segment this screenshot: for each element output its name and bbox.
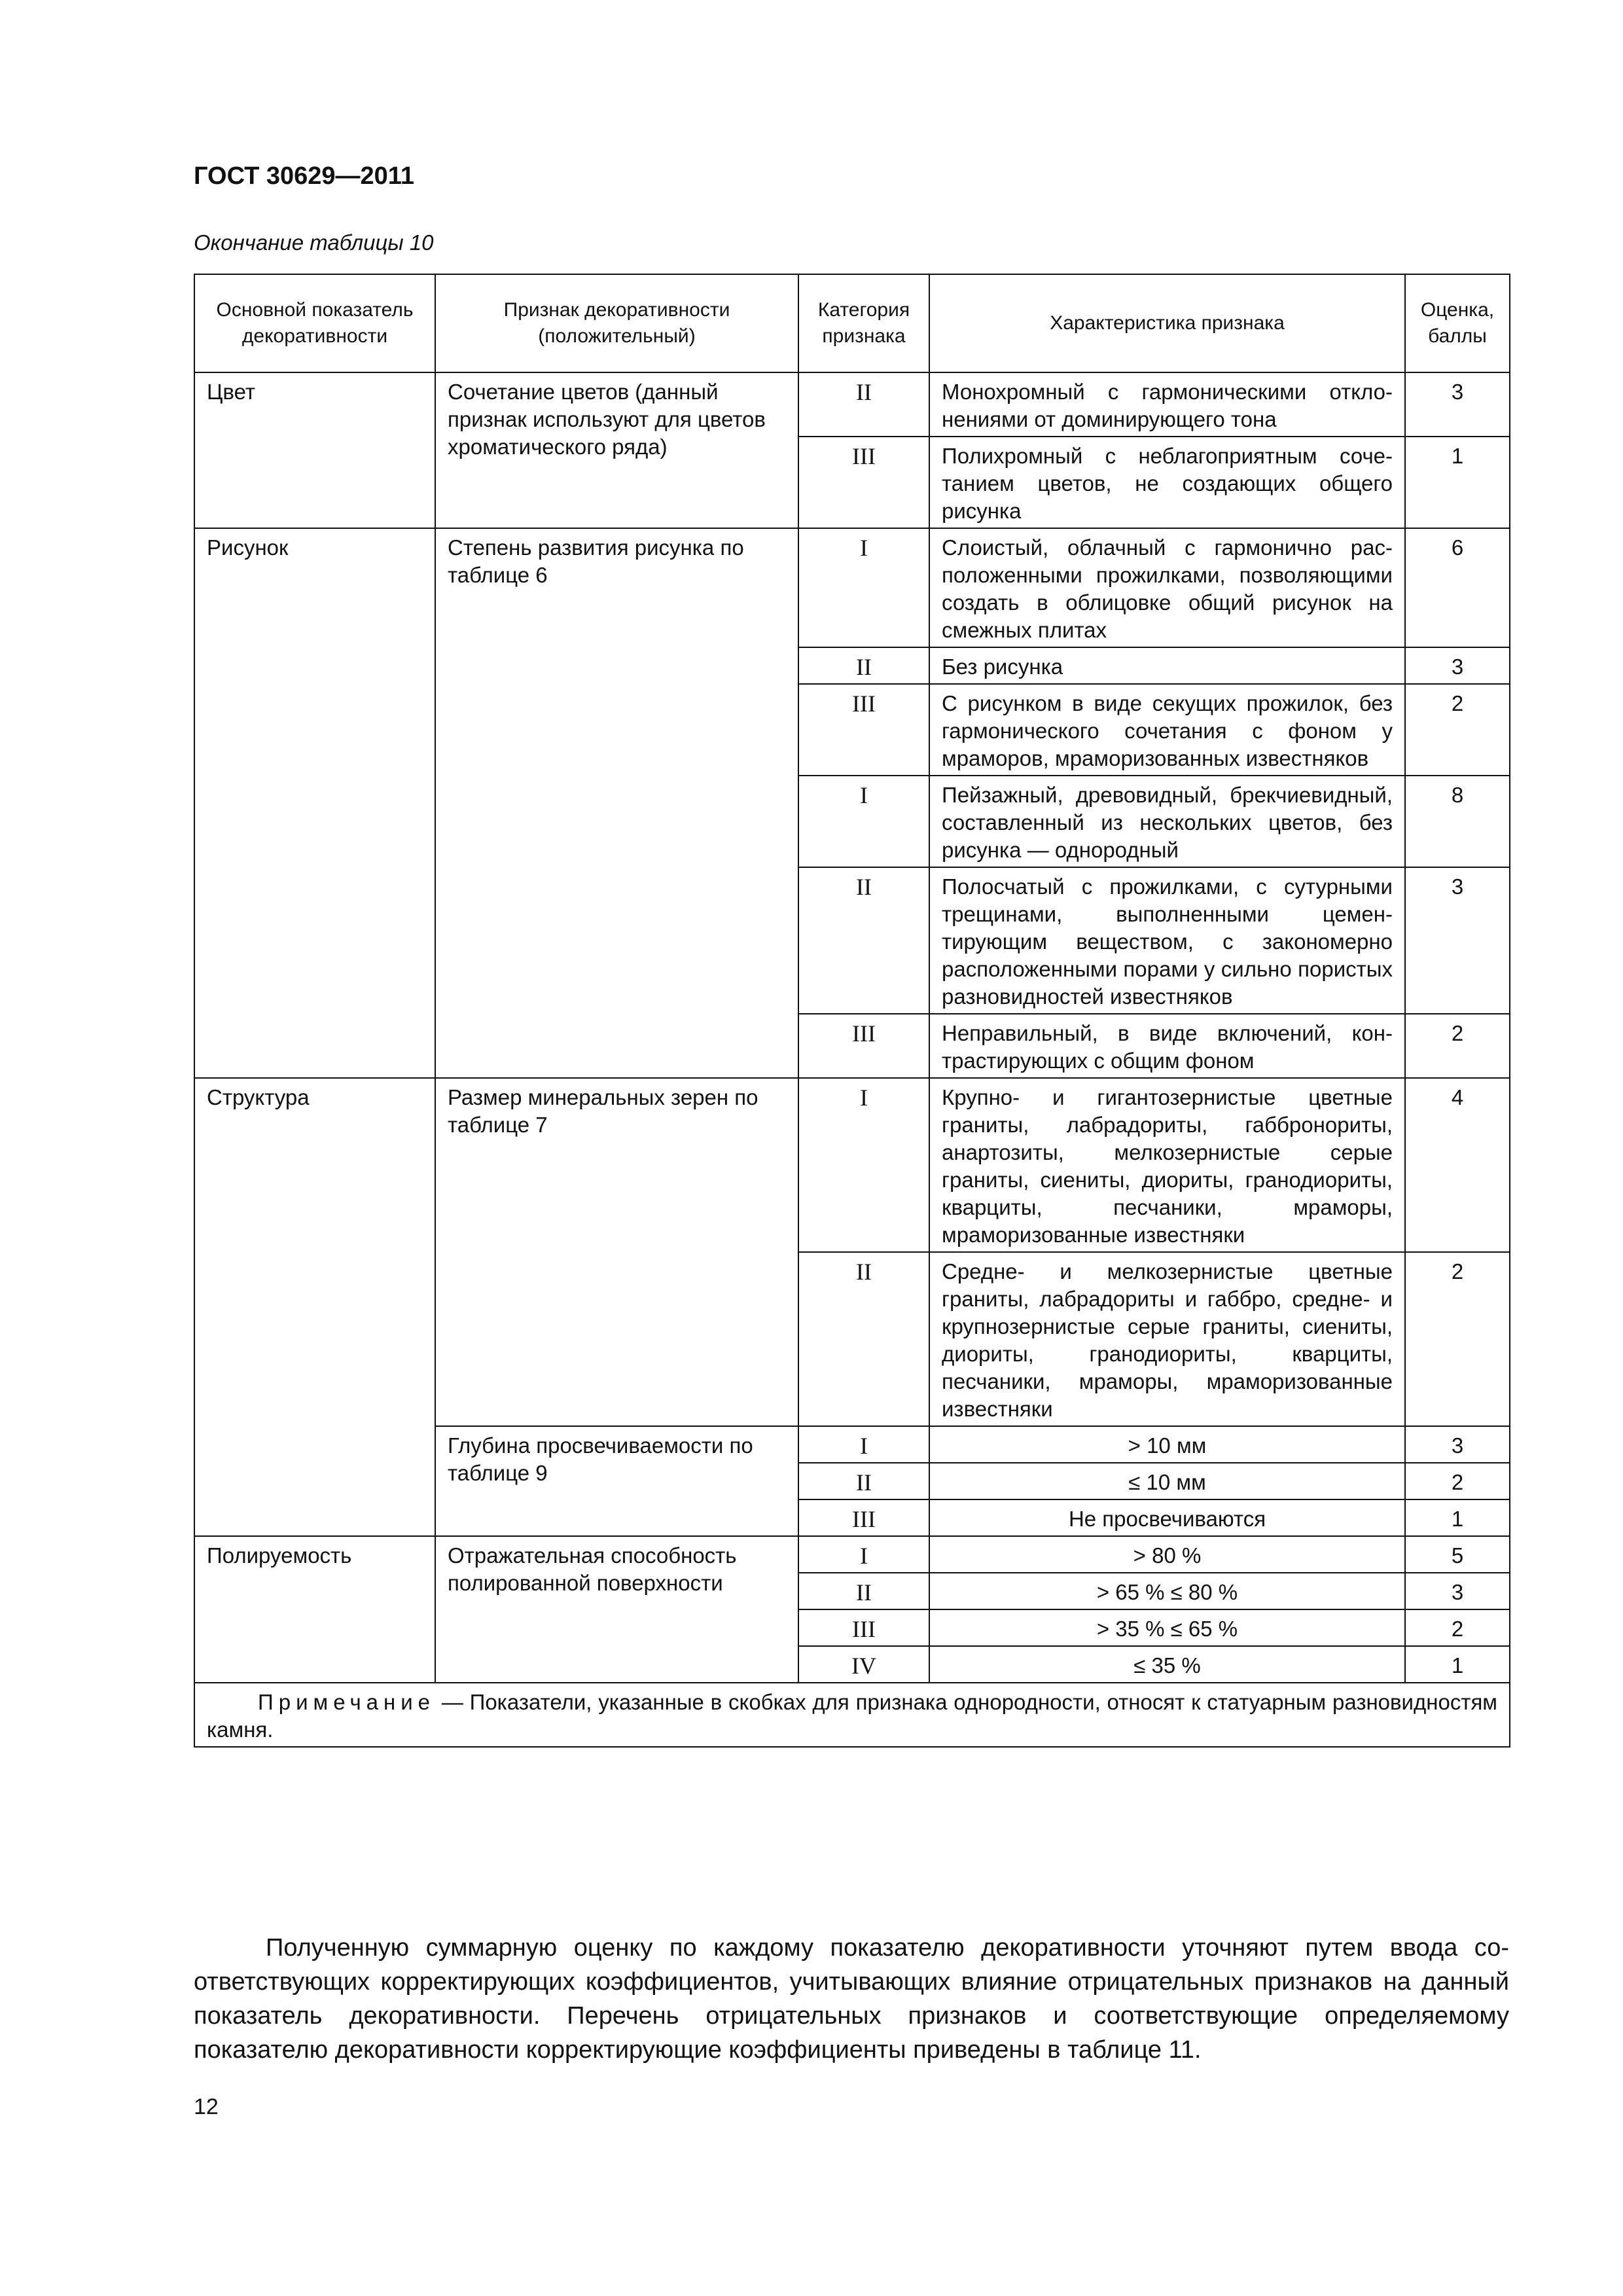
score-cell: 2 — [1405, 1252, 1510, 1426]
column-header-indicator: Основной показатель декоративности — [194, 274, 435, 372]
characteristic-cell: Неправильный, в виде включений, контрастирующих с общим фоном — [929, 1014, 1405, 1078]
category-cell: II — [798, 1463, 929, 1499]
category-cell: I — [798, 1078, 929, 1252]
characteristic-cell: > 10 мм — [929, 1426, 1405, 1463]
score-cell: 3 — [1405, 1573, 1510, 1609]
category-cell: II — [798, 647, 929, 684]
characteristic-cell: > 35 % ≤ 65 % — [929, 1609, 1405, 1646]
characteristic-cell: Без рисунка — [929, 647, 1405, 684]
table-row — [194, 1536, 1510, 1573]
category-cell: II — [798, 1252, 929, 1426]
category-cell: III — [798, 684, 929, 776]
column-header-feature: Признак декоративности (положительный) — [435, 274, 798, 372]
table-header-row — [194, 274, 1510, 372]
score-cell: 3 — [1405, 647, 1510, 684]
feature-cell: Степень развития рисунка по таблице 6 — [435, 528, 798, 1078]
indicator-cell: Цвет — [194, 372, 435, 528]
characteristic-cell: > 65 % ≤ 80 % — [929, 1573, 1405, 1609]
score-cell: 3 — [1405, 1426, 1510, 1463]
characteristic-cell: Полосчатый с прожилками, с сутурными трещинами, выполненными цементирующим веществом, с закономерно расположенными порами у сильно пористых разновидностей известняков — [929, 867, 1405, 1014]
category-cell: II — [798, 372, 929, 437]
feature-cell: Сочетание цветов (данный признак используют для цветов хроматического ряда) — [435, 372, 798, 528]
table-note-row — [194, 1683, 1510, 1747]
indicator-cell: Рисунок — [194, 528, 435, 1078]
score-cell: 2 — [1405, 1609, 1510, 1646]
column-header-characteristic: Характеристика признака — [929, 274, 1405, 372]
document-code: ГОСТ 30629—2011 — [194, 162, 414, 190]
feature-cell: Отражательная способность полированной поверхности — [435, 1536, 798, 1683]
category-cell: IV — [798, 1646, 929, 1683]
characteristic-cell: Не просвечиваются — [929, 1499, 1405, 1536]
table-caption: Окончание таблицы 10 — [194, 230, 434, 255]
column-header-score: Оценка, баллы — [1405, 274, 1510, 372]
table-10 — [194, 274, 1510, 1748]
characteristic-cell: Монохромный с гармоническими отклонениями от доминирующего тона — [929, 372, 1405, 437]
score-cell: 3 — [1405, 867, 1510, 1014]
score-cell: 1 — [1405, 1646, 1510, 1683]
table-row — [194, 1078, 1510, 1252]
column-header-category: Категория признака — [798, 274, 929, 372]
category-cell: II — [798, 867, 929, 1014]
category-cell: II — [798, 1573, 929, 1609]
score-cell: 5 — [1405, 1536, 1510, 1573]
score-cell: 1 — [1405, 1499, 1510, 1536]
category-cell: I — [798, 1536, 929, 1573]
score-cell: 3 — [1405, 372, 1510, 437]
characteristic-cell: ≤ 35 % — [929, 1646, 1405, 1683]
category-cell: III — [798, 1014, 929, 1078]
score-cell: 8 — [1405, 776, 1510, 867]
feature-cell: Размер минеральных зерен по таблице 7 — [435, 1078, 798, 1426]
characteristic-cell: Крупно- и гигантозернистые цветные граниты, лабрадориты, габбронориты, анартозиты, мелкозернистые серые граниты, сиениты, диориты, гранодиориты, кварциты, песчаники, мраморы, мраморизованные известняки — [929, 1078, 1405, 1252]
score-cell: 2 — [1405, 1014, 1510, 1078]
score-cell: 4 — [1405, 1078, 1510, 1252]
category-cell: I — [798, 1426, 929, 1463]
table-row — [194, 528, 1510, 647]
page-number: 12 — [194, 2094, 219, 2119]
category-cell: III — [798, 1609, 929, 1646]
category-cell: I — [798, 776, 929, 867]
note-label: Примечание — [258, 1690, 436, 1714]
characteristic-cell: > 80 % — [929, 1536, 1405, 1573]
feature-cell: Глубина просвечиваемости по таблице 9 — [435, 1426, 798, 1536]
characteristic-cell: Средне- и мелкозернистые цветные граниты, лабрадориты и габбро, средне- и крупнозернистые серые граниты, сиениты, диориты, гранодиориты, кварциты, песчаники, мраморы, мраморизованные известняки — [929, 1252, 1405, 1426]
characteristic-cell: С рисунком в виде секущих прожилок, без гармонического сочетания с фоном у мраморов, мраморизованных известняков — [929, 684, 1405, 776]
characteristic-cell: ≤ 10 мм — [929, 1463, 1405, 1499]
characteristic-cell: Полихромный с неблагоприятным сочетанием цветов, не создающих общего рисунка — [929, 437, 1405, 528]
note-text: — Показатели, указанные в скобках для признака однородности, относят к статуарным разновидностям камня. — [207, 1690, 1497, 1742]
score-cell: 2 — [1405, 1463, 1510, 1499]
score-cell: 6 — [1405, 528, 1510, 647]
characteristic-cell: Пейзажный, древовидный, брекчиевидный, составленный из нескольких цветов, без рисунка — однородный — [929, 776, 1405, 867]
category-cell: III — [798, 437, 929, 528]
indicator-cell: Полируемость — [194, 1536, 435, 1683]
body-paragraph: Полученную суммарную оценку по каждому показателю декоративности уточняют путем ввода соответствующих корректирующих коэффициентов, учитывающих влияние отрицательных признаков на данный показатель декоративности. Перечень отрицательных признаков и соответствующие определяемому показателю декоративности корректирующие коэффициенты приведены в таблице 11. — [194, 1934, 1509, 2064]
score-cell: 2 — [1405, 684, 1510, 776]
score-cell: 1 — [1405, 437, 1510, 528]
table-note — [194, 1683, 1510, 1747]
category-cell: III — [798, 1499, 929, 1536]
table-row — [194, 372, 1510, 437]
characteristic-cell: Слоистый, облачный с гармонично расположенными прожилками, позволяющими создать в облицовке общий рисунок на смежных плитах — [929, 528, 1405, 647]
category-cell: I — [798, 528, 929, 647]
indicator-cell: Структура — [194, 1078, 435, 1536]
